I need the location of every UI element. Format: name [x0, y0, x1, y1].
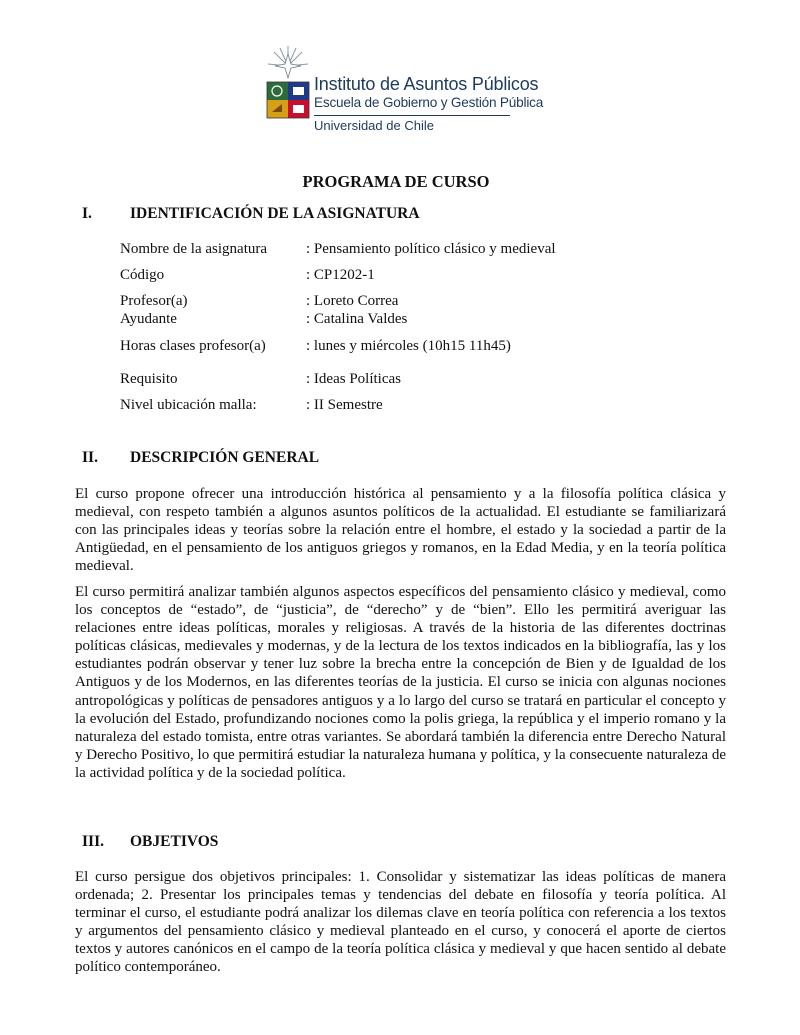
section-2-number: II.: [82, 449, 98, 466]
field-value-professor: : Loreto Correa: [306, 293, 399, 309]
logo-university-name: Universidad de Chile: [314, 118, 434, 133]
field-value-level: : II Semestre: [306, 397, 383, 413]
field-value-assistant: : Catalina Valdes: [306, 311, 408, 327]
field-label-course-name: Nombre de la asignatura: [120, 241, 268, 257]
logo-institute-name: Instituto de Asuntos Públicos: [314, 74, 539, 94]
section-3-heading: [82, 833, 218, 851]
section-1-heading: [82, 205, 420, 223]
section-1-title: IDENTIFICACIÓN DE LA ASIGNATURA: [130, 205, 420, 222]
field-label-requirement: Requisito: [120, 371, 178, 387]
section-2-title: DESCRIPCIÓN GENERAL: [130, 449, 320, 466]
logo-school-name: Escuela de Gobierno y Gestión Pública: [314, 95, 544, 110]
field-value-code: : CP1202-1: [306, 267, 375, 283]
section-2-heading: [82, 449, 319, 467]
field-label-professor: Profesor(a): [120, 293, 188, 309]
field-label-assistant: Ayudante: [120, 311, 177, 327]
objectives-paragraph: El curso persigue dos objetivos principales: 1. Consolidar y sistematizar las ideas políticas de manera ordenada; 2. Presentar los principales temas y tendencias del debate en filosofía y teoría política. Al terminar el curso, el estudiante podrá analizar los dilemas clave en teoría política con referencia a los textos y argumentos del pensamiento clásico y medieval planteado en el curso, y conocerá el aporte de ciertos textos y autores canónicos en el campo de la teoría política clásica y medieval y que hacen sentido al debate político contemporáneo.: [75, 869, 726, 976]
document-title: PROGRAMA DE CURSO: [302, 172, 490, 191]
field-value-course-name: : Pensamiento político clásico y medieval: [306, 241, 556, 257]
logo-text: [314, 74, 544, 134]
field-label-level: Nivel ubicación malla:: [120, 397, 257, 413]
field-value-requirement: : Ideas Políticas: [306, 371, 401, 387]
section-3-number: III.: [82, 833, 104, 850]
description-paragraph-1: El curso propone ofrecer una introducción histórica al pensamiento y a la filosofía política clásica y medieval, con respeto también a algunos asuntos políticos de la actualidad. El estudiante se familiarizará con las principales ideas y teorías sobre la relación entre el hombre, el estado y la sociedad a partir de la Antigüedad, en el pensamiento de los antiguos griegos y romanos, en la Edad Media, y en la teoría política medieval.: [75, 486, 726, 575]
field-label-class-hours: Horas clases profesor(a): [120, 338, 266, 354]
description-paragraph-2: El curso permitirá analizar también algunos aspectos específicos del pensamiento clásico y medieval, como los conceptos de “estado”, de “justicia”, de “derecho” y de “bien”. Ello les permitirá averiguar las relaciones entre ideas políticas, morales y religiosas. A través de la historia de las diferentes doctrinas políticas clásicas, medievales y modernas, y de la lectura de los textos indicados en la bibliografía, las y los estudiantes podrán observar y tener luz sobre la brecha entre la concepción de Bien y de Igualdad de los Antiguos y de los Modernos, en las diferentes teorías de la justicia. El curso se inicia con algunas nociones antropológicas y políticas de pensadores antiguos y a lo largo del curso se tratará en particular el concepto y la evolución del Estado, profundizando nociones como la polis griega, la república y el imperio romano y la naturaleza del estado tomista, entre otras variantes. Se abordará también la diferencia entre Derecho Natural y Derecho Positivo, lo que permitirá estudiar la naturaleza humana y política, y la consecuente naturaleza de la actividad política y de la sociedad política.: [75, 584, 726, 781]
field-label-code: Código: [120, 267, 165, 283]
section-3-title: OBJETIVOS: [130, 833, 219, 850]
logo-divider: [314, 115, 510, 116]
field-value-class-hours: : lunes y miércoles (10h15 11h45): [306, 338, 511, 354]
institution-logo: [264, 44, 544, 136]
section-1-number: I.: [82, 205, 92, 222]
university-seal-icon: [264, 44, 312, 134]
